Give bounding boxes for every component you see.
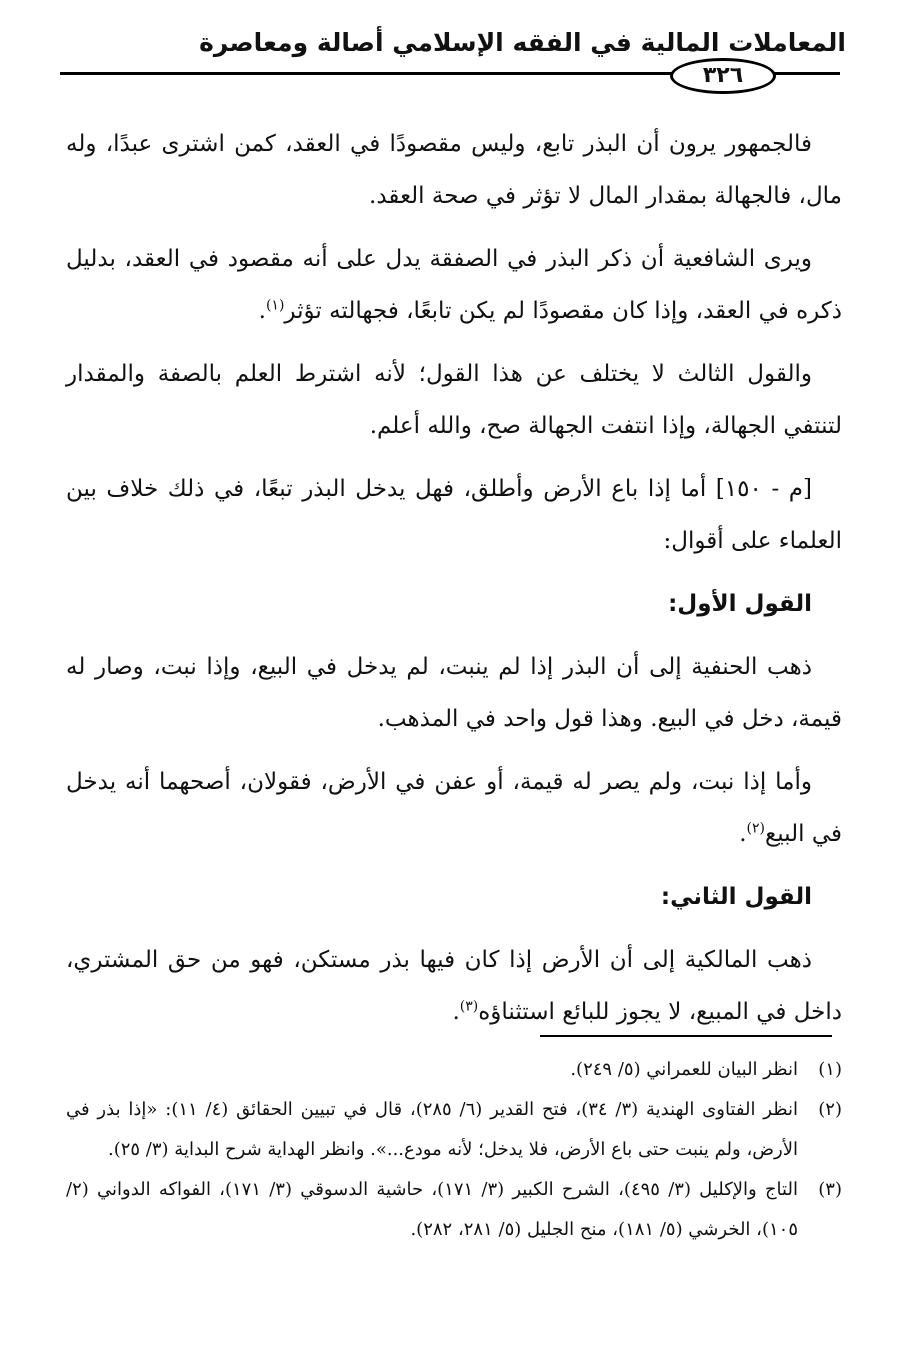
footnote-mark: (٢) [818, 1099, 842, 1120]
section-heading [66, 578, 842, 630]
page-number: ٣٢٦ [670, 58, 776, 94]
paragraph-text: والقول الثالث لا يختلف عن هذا القول؛ لأنه اشترط العلم بالصفة والمقدار لتنتفي الجهالة، وإذا انتفت الجهالة صح، والله أعلم. [66, 361, 842, 439]
paragraph-text: ويرى الشافعية أن ذكر البذر في الصفقة يدل على أنه مقصود في العقد، بدليل ذكره في العقد، وإذا كان مقصودًا لم يكن تابعًا، فجهالته تؤثر [66, 246, 842, 324]
paragraph [66, 233, 842, 337]
footnotes [66, 1050, 842, 1250]
paragraph [66, 463, 842, 567]
paragraph-text: ذهب المالكية إلى أن الأرض إذا كان فيها بذر مستكن، فهو من حق المشتري، داخل في المبيع، لا يجوز للبائع استثناؤه [66, 947, 842, 1025]
footnote-ref: (٣) [459, 998, 479, 1015]
footnote [66, 1050, 842, 1090]
paragraph-text: ذهب الحنفية إلى أن البذر إذا لم ينبت، لم يدخل في البيع، وإذا نبت، وصار له قيمة، دخل في البيع. وهذا قول واحد في المذهب. [66, 654, 842, 732]
paragraph-tail: . [258, 298, 266, 324]
paragraph [66, 641, 842, 745]
header-rule-left [60, 72, 680, 75]
running-header: المعاملات المالية في الفقه الإسلامي أصالة ومعاصرة [199, 28, 846, 57]
paragraph-tail: . [452, 999, 460, 1025]
paragraph-tail: . [739, 821, 747, 847]
paragraph-text: فالجمهور يرون أن البذر تابع، وليس مقصودًا في العقد، كمن اشترى عبدًا، وله مال، فالجهالة بمقدار المال لا تؤثر في صحة العقد. [66, 131, 842, 209]
footnote-mark: (٣) [818, 1179, 842, 1200]
paragraph-text: وأما إذا نبت، ولم يصر له قيمة، أو عفن في الأرض، فقولان، أصحهما أنه يدخل في البيع [66, 769, 842, 847]
paragraph [66, 934, 842, 1038]
footnote-text: انظر الفتاوى الهندية (٣/ ٣٤)، فتح القدير (٦/ ٢٨٥)، قال في تبيين الحقائق (٤/ ١١): «إذا بذر في الأرض، ولم ينبت حتى باع الأرض، فلا يدخل؛ لأنه مودع...». وانظر الهداية شرح البداية (٣/ ٢٥). [66, 1099, 798, 1160]
footnote [66, 1090, 842, 1170]
paragraph-text: [م - ١٥٠] أما إذا باع الأرض وأطلق، فهل يدخل البذر تبعًا، في ذلك خلاف بين العلماء على أقوال: [66, 476, 842, 554]
footnote-text: انظر البيان للعمراني (٥/ ٢٤٩). [570, 1059, 798, 1080]
paragraph [66, 118, 842, 222]
footnote-mark: (١) [818, 1059, 842, 1080]
body-text [66, 118, 842, 1049]
footnote [66, 1170, 842, 1250]
footnote-separator [540, 1035, 832, 1037]
footnote-text: التاج والإكليل (٣/ ٤٩٥)، الشرح الكبير (٣/ ١٧١)، حاشية الدسوقي (٣/ ١٧١)، الفواكه الدواني (٢/ ١٠٥)، الخرشي (٥/ ١٨١)، منح الجليل (٥/ ٢٨١، ٢٨٢). [66, 1179, 798, 1240]
paragraph [66, 348, 842, 452]
heading-text: القول الأول: [668, 591, 812, 617]
paragraph [66, 756, 842, 860]
footnote-ref: (٢) [746, 820, 765, 837]
footnote-ref: (١) [265, 297, 285, 314]
section-heading [66, 871, 842, 923]
heading-text: القول الثاني: [660, 884, 812, 910]
